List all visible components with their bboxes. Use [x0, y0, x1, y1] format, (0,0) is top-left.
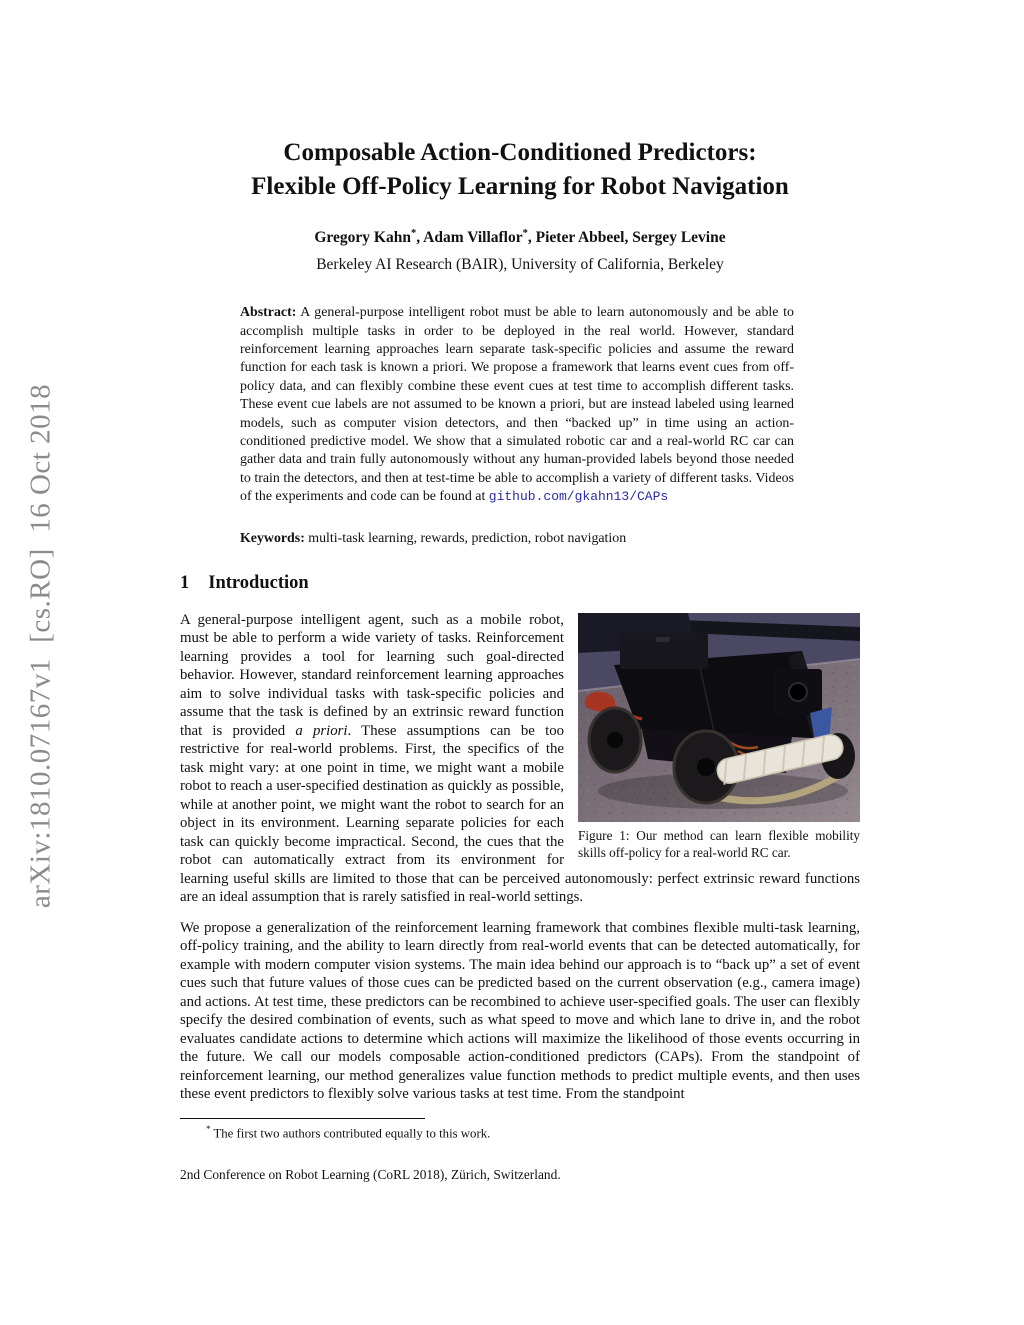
abstract-section — [240, 304, 794, 506]
italic-term: a priori — [295, 722, 348, 739]
title-line-1: Composable Action-Conditioned Predictors: — [283, 139, 757, 166]
figure-caption: Figure 1: Our method can learn flexible mobility skills off-policy for a real-world RC car. — [578, 827, 860, 861]
github-link[interactable]: github.com/gkahn13/CAPs — [488, 489, 669, 505]
section-title: Introduction — [208, 572, 309, 593]
figure-1 — [578, 613, 860, 862]
title-line-2: Flexible Off-Policy Learning for Robot Navigation — [251, 173, 789, 200]
abstract-text: A general-purpose intelligent robot must be able to learn autonomously and be able to accomplish multiple tasks in order to be deployed in the real world. However, standard reinforcement learning approaches learn separate task-specific policies and assume the reward function for each task is known a priori. We propose a framework that learns event cues from off-policy data, and can flexibly combine these event cues at test time to accomplish different tasks. These event cue labels are not assumed to be known a priori, but are instead labeled using learned models, such as computer vision detectors, and then “backed up” in time using an action-conditioned predictive model. We show that a simulated robotic car and a real-world RC car can gather data and train fully autonomously without any human-provided labels beyond those needed to train the detectors, and then at test-time be able to accomplish a variety of different tasks. Videos of the experiments and code can be found at — [240, 305, 794, 505]
affiliation: Berkeley AI Research (BAIR), University of California, Berkeley — [316, 256, 724, 274]
paper-content — [180, 0, 860, 1183]
robot-top-box-latch — [656, 637, 670, 642]
intro-p1-text-a: A general-purpose intelligent agent, such as a mobile robot, must be able to perform a wide variety of tasks. Reinforcement learning provides a tool for learning such goal-directed behavior. However, standard reinforcement learning approaches aim to solve individual tasks with task-specific policies and assume that the task is defined by an extrinsic reward function that is provided — [180, 611, 564, 739]
footnote — [180, 1118, 860, 1141]
paper-title — [180, 136, 860, 204]
footnote-marker: * — [206, 1123, 211, 1134]
robot-wheel-left-hub — [607, 732, 623, 748]
author-name: Adam Villaflor — [423, 229, 523, 247]
intro-paragraph-2: We propose a generalization of the reinforcement learning framework that combines flexible multi-task learning, off-policy training, and the ability to learn directly from real-world events that can be detected automatically, for example with modern computer vision systems. The main idea behind our approach is to “back up” a set of event cues such that future values of those cues can be predicted based on the current observation (e.g., camera image) and actions. At test time, these predictors can be recombined to achieve user-specified goals. The user can flexibly specify the desired combination of events, such as what speed to move and which lane to drive in, and the robot evaluates candidate actions to determine which actions will maximize the likelihood of those events occurring in the future. We call our models composable action-conditioned predictors (CAPs). From the standpoint of reinforcement learning, our method generalizes value function methods to predict multiple events, and then uses these event predictors to flexibly solve various tasks at test time. From the standpoint — [180, 919, 860, 1103]
footnote-text: The first two authors contributed equally to this work. — [210, 1125, 491, 1140]
author-separator: , — [624, 229, 633, 247]
page-footer: 2nd Conference on Robot Learning (CoRL 2018), Zürich, Switzerland. — [180, 1166, 561, 1182]
section-heading — [180, 573, 860, 594]
robot-camera-lens — [789, 683, 807, 701]
robot-wheel-center-hub — [697, 758, 715, 776]
author-name: Gregory Kahn — [314, 229, 411, 247]
section-number: 1 — [180, 572, 190, 593]
introduction-body — [180, 611, 860, 1104]
intro-p1-text-b: . These assumptions can be too restrictive for real-world problems. First, the specifics of the task might vary: at one point in time, we might want a mobile robot to reach a user-specified destination as quickly as possible, while at another point, we might want the robot to search for an object in its environment. Learning separate policies for each task can quickly become impractical. Second, the cues that the robot can automatically extract from its environment for learning useful skills are limited to those that can be perceived autonomously: perfect extrinsic reward functions are an ideal assumption that is rarely satisfied in real-world settings. — [180, 722, 860, 906]
author-footnote-mark: * — [410, 228, 417, 239]
author-separator: , — [416, 229, 424, 247]
author-name: Sergey Levine — [632, 229, 726, 247]
keywords-label: Keywords: — [240, 530, 305, 546]
keywords-line — [240, 531, 794, 547]
author-footnote-mark: * — [522, 228, 528, 239]
author-separator: , — [527, 229, 536, 247]
arxiv-watermark: arXiv:1810.07167v1 [cs.RO] 16 Oct 2018 — [24, 383, 57, 909]
authors-line — [180, 228, 860, 247]
footnote-rule — [180, 1118, 425, 1119]
abstract-label: Abstract: — [240, 305, 297, 321]
author-name: Pieter Abbeel — [535, 229, 625, 247]
robot-photo — [578, 613, 860, 822]
keywords-text: multi-task learning, rewards, prediction, robot navigation — [304, 530, 627, 546]
